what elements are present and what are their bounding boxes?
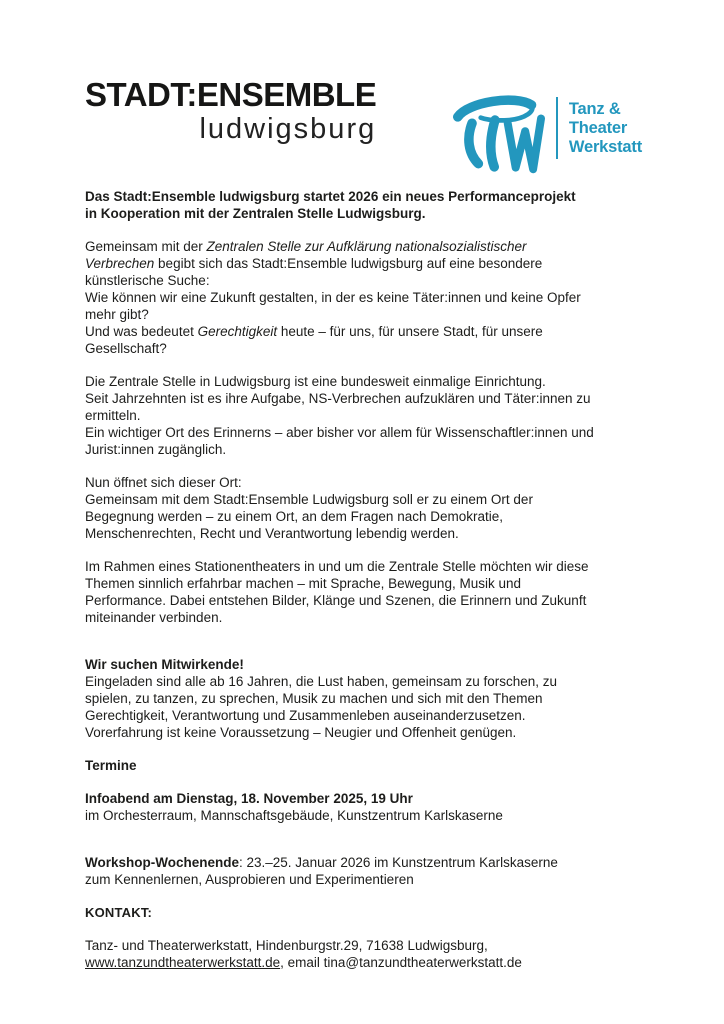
mitwirkende-line-2: spielen, zu tanzen, zu sprechen, Musik zu machen und sich mit den Themen (85, 691, 543, 706)
ort-line-1: Nun öffnet sich dieser Ort: (85, 475, 242, 490)
mission-line-5: mehr gibt? (85, 307, 149, 322)
mitwirkende-line-4: Vorerfahrung ist keine Voraussetzung – Neugier und Offenheit genügen. (85, 725, 517, 740)
zentrale-line-2: Seit Jahrzehnten ist es ihre Aufgabe, NS-Verbrechen aufzuklären und Täter:innen zu (85, 391, 591, 406)
zentrale-line-5: Jurist:innen zugänglich. (85, 442, 227, 457)
mission-italic-verbrechen: Verbrechen (85, 256, 155, 271)
mission-text-2: begibt sich das Stadt:Ensemble ludwigsburg auf eine besondere (154, 256, 543, 271)
mission-text: Gemeinsam mit der (85, 239, 207, 254)
infoabend-title: Infoabend am Dienstag, 18. November 2025, 19 Uhr (85, 791, 413, 806)
intro-line-2: in Kooperation mit der Zentralen Stelle Ludwigsburg. (85, 206, 426, 221)
mitwirkende-paragraph (85, 656, 654, 741)
workshop-line-2: zum Kennenlernen, Ausprobieren und Experimentieren (85, 872, 414, 887)
zentrale-line-1: Die Zentrale Stelle in Ludwigsburg ist eine bundesweit einmalige Einrichtung. (85, 374, 546, 389)
workshop-title: Workshop-Wochenende (85, 855, 240, 870)
stationentheater-line-4: miteinander verbinden. (85, 610, 223, 625)
ort-line-2: Gemeinsam mit dem Stadt:Ensemble Ludwigsburg soll er zu einem Ort der (85, 492, 533, 507)
zentrale-line-4: Ein wichtiger Ort des Erinnerns – aber bisher vor allem für Wissenschaftler:innen und (85, 425, 594, 440)
stadtensemble-city-label: ludwigsburg (199, 112, 377, 145)
kontakt-heading: KONTAKT: (85, 905, 153, 920)
ttw-monogram-icon (451, 82, 547, 174)
website-link[interactable]: www.tanzundtheaterwerkstatt.de (85, 955, 281, 970)
stationentheater-line-3: Performance. Dabei entstehen Bilder, Klänge und Szenen, die Erinnern und Zukunft (85, 593, 587, 608)
infoabend-paragraph (85, 790, 654, 824)
mission-paragraph (85, 238, 654, 357)
mission-line-4: Wie können wir eine Zukunft gestalten, in der es keine Täter:innen und keine Opfer (85, 290, 581, 305)
stationentheater-line-2: Themen sinnlich erfahrbar machen – mit Sprache, Bewegung, Musik und (85, 576, 521, 591)
mission-italic-gerechtigkeit: Gerechtigkeit (197, 324, 278, 339)
ort-line-4: Menschenrechten, Recht und Verantwortung lebendig werden. (85, 526, 459, 541)
intro-line-1: Das Stadt:Ensemble ludwigsburg startet 2026 ein neues Performanceprojekt (85, 189, 576, 204)
kontakt-details-paragraph (85, 937, 654, 971)
mission-italic-institution: Zentralen Stelle zur Aufklärung nationalsozialistischer (206, 239, 527, 254)
mitwirkende-line-1: Eingeladen sind alle ab 16 Jahren, die Lust haben, gemeinsam zu forschen, zu (85, 674, 558, 689)
stadtensemble-wordmark: STADT:ENSEMBLE (85, 76, 377, 113)
infoabend-location: im Orchesterraum, Mannschaftsgebäude, Kunstzentrum Karlskaserne (85, 808, 503, 823)
stationentheater-paragraph (85, 558, 654, 626)
mitwirkende-line-3: Gerechtigkeit, Verantwortung und Zusammenleben auseinanderzusetzen. (85, 708, 526, 723)
intro-paragraph (85, 188, 654, 222)
ttw-name (569, 100, 642, 157)
header (85, 78, 654, 174)
ttw-logo (451, 82, 642, 174)
termine-heading-paragraph (85, 757, 654, 774)
ort-paragraph (85, 474, 654, 542)
ttw-name-line-2: Theater (568, 118, 628, 137)
workshop-details: : 23.–25. Januar 2026 im Kunstzentrum Karlskaserne (239, 855, 558, 870)
kontakt-address: Tanz- und Theaterwerkstatt, Hindenburgstr.29, 71638 Ludwigsburg, (85, 938, 488, 953)
mission-line-6a: Und was bedeutet (85, 324, 198, 339)
mitwirkende-heading: Wir suchen Mitwirkende! (85, 657, 244, 672)
mission-line-3: künstlerische Suche: (85, 273, 210, 288)
kontakt-heading-paragraph (85, 904, 654, 921)
mission-line-7: Gesellschaft? (85, 341, 167, 356)
ttw-name-line-3: Werkstatt (568, 137, 642, 156)
ttw-logo-divider (556, 97, 558, 159)
stationentheater-line-1: Im Rahmen eines Stationentheaters in und um die Zentrale Stelle möchten wir diese (85, 559, 589, 574)
workshop-paragraph (85, 854, 654, 888)
kontakt-email: , email tina@tanzundtheaterwerkstatt.de (280, 955, 522, 970)
zentrale-line-3: ermitteln. (85, 408, 141, 423)
ttw-name-line-1: Tanz & (568, 99, 621, 118)
stadtensemble-logo (85, 78, 376, 146)
document-body (85, 188, 654, 971)
mission-line-6b: heute – für uns, für unsere Stadt, für unsere (277, 324, 543, 339)
ort-line-3: Begegnung werden – zu einem Ort, an dem Fragen nach Demokratie, (85, 509, 503, 524)
termine-heading: Termine (85, 758, 137, 773)
zentrale-stelle-paragraph (85, 373, 654, 458)
